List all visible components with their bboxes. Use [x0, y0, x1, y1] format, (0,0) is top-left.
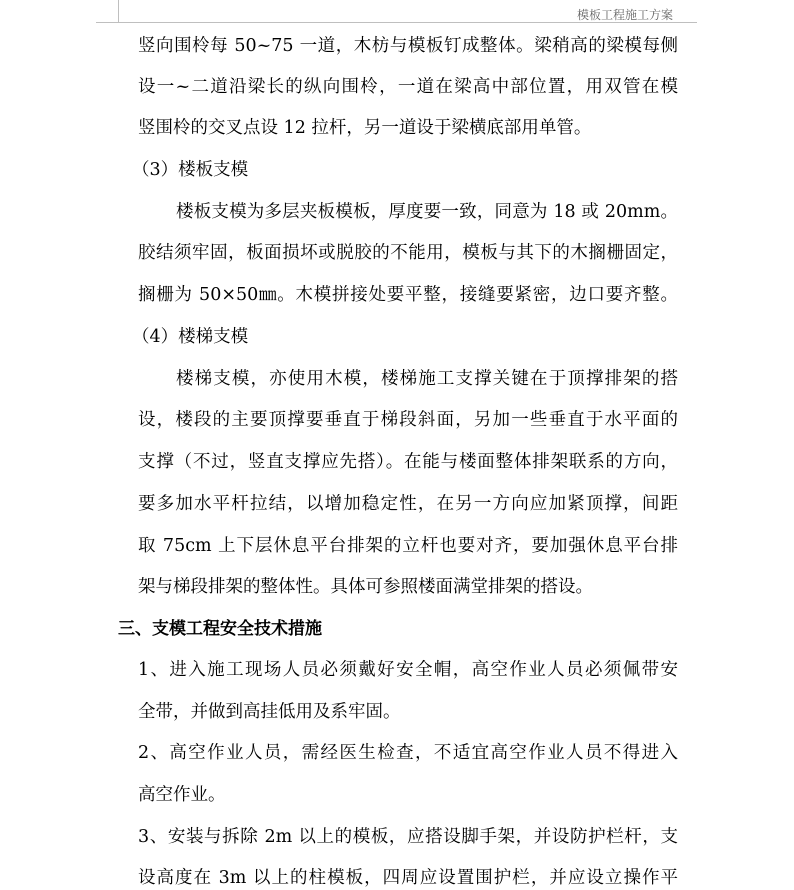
subsection-heading: （4）楼梯支模: [132, 327, 249, 347]
body-line: 楼板支模为多层夹板模板，厚度要一致，同意为 18 或 20mm。: [176, 202, 678, 222]
body-line: 支撑（不过，竖直支撑应先搭）。在能与楼面整体排架联系的方向，: [138, 452, 678, 472]
page-margin-mark: [118, 0, 119, 23]
body-line: 设一~二道沿梁长的纵向围柃，一道在梁高中部位置，用双管在模: [138, 77, 678, 97]
body-line: 设，楼段的主要顶撑要垂直于梯段斜面，另加一些垂直于水平面的: [138, 410, 678, 430]
body-line: 全带，并做到高挂低用及系牢固。: [138, 702, 401, 722]
body-line: 要多加水平杆拉结，以增加稳定性，在另一方向应加紧顶撑，间距: [138, 494, 678, 514]
body-line: 高空作业。: [138, 785, 226, 805]
body-line: 设高度在 3m 以上的柱模板，四周应设置围护栏，并应设立操作平: [138, 868, 678, 888]
body-line: 竖向围柃每 50~75 一道，木枋与模板钉成整体。梁稍高的梁模每侧: [138, 36, 678, 56]
body-line: 取 75cm 上下层休息平台排架的立杆也要对齐，要加强休息平台排: [138, 536, 678, 556]
body-line: 搁栅为 50×50㎜。木模拼接处要平整，接缝要紧密，边口要齐整。: [138, 285, 678, 305]
body-line: 楼梯支模，亦使用木模，楼梯施工支撑关键在于顶撑排架的搭: [176, 369, 678, 389]
subsection-heading: （3）楼板支模: [132, 160, 249, 180]
body-line: 2、高空作业人员，需经医生检查，不适宜高空作业人员不得进入: [138, 743, 678, 763]
body-line: 架与梯段排架的整体性。具体可参照楼面满堂排架的搭设。: [138, 577, 593, 597]
running-header: 模板工程施工方案: [576, 8, 673, 22]
section-heading: 三、支模工程安全技术措施: [118, 619, 322, 639]
body-line: 竖围柃的交叉点设 12 拉杆，另一道设于梁横底部用单管。: [138, 118, 592, 138]
body-line: 胶结须牢固，板面损坏或脱胶的不能用，模板与其下的木搁栅固定，: [138, 243, 678, 263]
body-line: 1、进入施工现场人员必须戴好安全帽，高空作业人员必须佩带安: [138, 660, 678, 680]
body-line: 3、安装与拆除 2m 以上的模板，应搭设脚手架，并设防护栏杆，支: [138, 827, 678, 847]
